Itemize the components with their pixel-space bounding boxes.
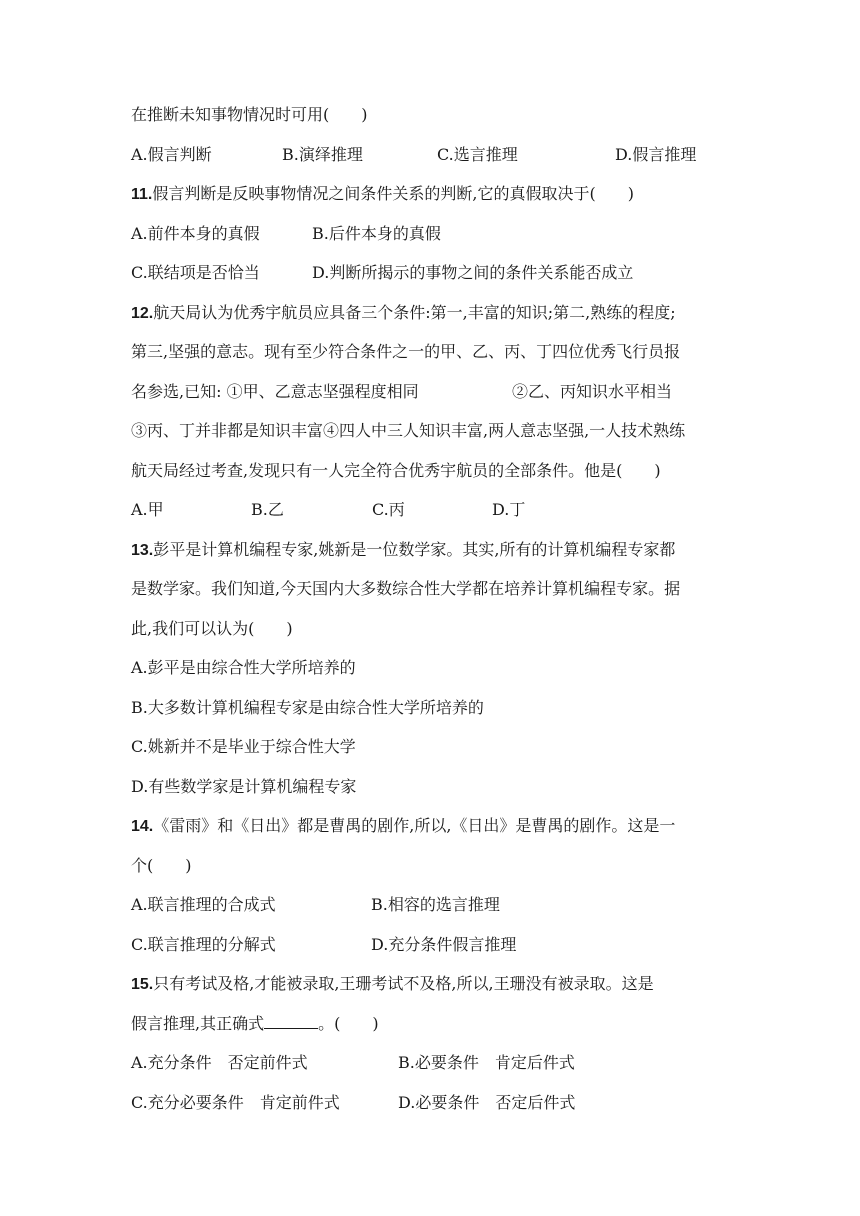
q12-option-a: A.甲	[131, 500, 164, 519]
q10-option-d: D.假言推理	[615, 145, 697, 164]
question-13-line-3: 此,我们可以认为( )	[131, 619, 293, 638]
question-15-number: 15.	[131, 976, 154, 993]
question-10-stem-end: 在推断未知事物情况时可用( )	[131, 105, 368, 124]
question-15-line-2	[131, 1013, 379, 1035]
question-12-text-1: 航天局认为优秀宇航员应具备三个条件:第一,丰富的知识;第二,熟练的程度;	[153, 303, 676, 322]
question-14-options-row1	[131, 894, 731, 916]
q10-option-b: B.演绎推理	[282, 145, 363, 164]
question-15-text-1: 只有考试及格,才能被录取,王珊考试不及格,所以,王珊没有被录取。这是	[153, 974, 654, 993]
q14-option-b: B.相容的选言推理	[371, 895, 500, 914]
q14-option-d: D.充分条件假言推理	[371, 935, 517, 954]
question-15-text-2: 假言推理,其正确式	[131, 1014, 265, 1033]
question-11-options-row2	[131, 262, 731, 284]
answer-blank	[264, 1014, 318, 1029]
question-14-number: 14.	[131, 818, 154, 835]
q15-option-c: C.充分必要条件 肯定前件式	[131, 1093, 340, 1112]
question-15-text-3: 。( )	[318, 1014, 379, 1033]
question-12-number: 12.	[131, 305, 154, 322]
question-14-text-1: 《雷雨》和《日出》都是曹禺的剧作,所以,《日出》是曹禺的剧作。这是一	[153, 816, 676, 835]
q12-option-b: B.乙	[251, 500, 284, 519]
q11-option-d: D.判断所揭示的事物之间的条件关系能否成立	[312, 263, 634, 282]
q13-option-b: B.大多数计算机编程专家是由综合性大学所培养的	[131, 698, 484, 717]
q15-option-a: A.充分条件 否定前件式	[131, 1053, 308, 1072]
question-13-line-1	[131, 539, 675, 561]
q15-option-d: D.必要条件 否定后件式	[398, 1093, 576, 1112]
question-13-line-2: 是数学家。我们知道,今天国内大多数综合性大学都在培养计算机编程专家。据	[131, 579, 681, 598]
question-15-options-row2	[131, 1092, 731, 1114]
q13-option-d: D.有些数学家是计算机编程专家	[131, 777, 357, 796]
q10-option-a: A.假言判断	[131, 145, 212, 164]
q13-option-a: A.彭平是由综合性大学所培养的	[131, 658, 356, 677]
question-12-options	[131, 499, 731, 521]
q14-option-a: A.联言推理的合成式	[131, 895, 276, 914]
q13-option-c: C.姚新并不是毕业于综合性大学	[131, 737, 356, 756]
question-13-text-1: 彭平是计算机编程专家,姚新是一位数学家。其实,所有的计算机编程专家都	[153, 540, 676, 559]
q12-option-d: D.丁	[492, 500, 526, 519]
q15-option-b: B.必要条件 肯定后件式	[398, 1053, 575, 1072]
question-12-line-4: ③丙、丁并非都是知识丰富④四人中三人知识丰富,两人意志坚强,一人技术熟练	[131, 421, 686, 440]
question-12-condition-1: 名参选,已知: ①甲、乙意志坚强程度相同	[131, 382, 419, 401]
q12-option-c: C.丙	[372, 500, 405, 519]
question-12-line-2: 第三,坚强的意志。现有至少符合条件之一的甲、乙、丙、丁四位优秀飞行员报	[131, 342, 681, 361]
q11-option-c: C.联结项是否恰当	[131, 263, 260, 282]
question-12-line-5: 航天局经过考查,发现只有一人完全符合优秀宇航员的全部条件。他是( )	[131, 461, 661, 480]
q10-option-c: C.选言推理	[437, 145, 518, 164]
question-11-text: 假言判断是反映事物情况之间条件关系的判断,它的真假取决于( )	[152, 184, 634, 203]
question-10-options	[131, 144, 731, 166]
question-12-line-1	[131, 302, 676, 324]
question-14-line-1	[131, 815, 675, 837]
q14-option-c: C.联言推理的分解式	[131, 935, 276, 954]
question-12-condition-2: ②乙、丙知识水平相当	[512, 382, 673, 401]
q11-option-b: B.后件本身的真假	[312, 224, 441, 243]
question-15-line-1	[131, 973, 654, 995]
question-11-stem	[131, 183, 634, 205]
question-12-line-3	[131, 381, 731, 403]
question-13-number: 13.	[131, 542, 154, 559]
question-15-options-row1	[131, 1052, 731, 1074]
question-14-options-row2	[131, 934, 731, 956]
question-14-line-2: 个( )	[131, 856, 192, 875]
question-11-options-row1	[131, 223, 731, 245]
q11-option-a: A.前件本身的真假	[131, 224, 260, 243]
question-11-number: 11.	[131, 186, 153, 203]
